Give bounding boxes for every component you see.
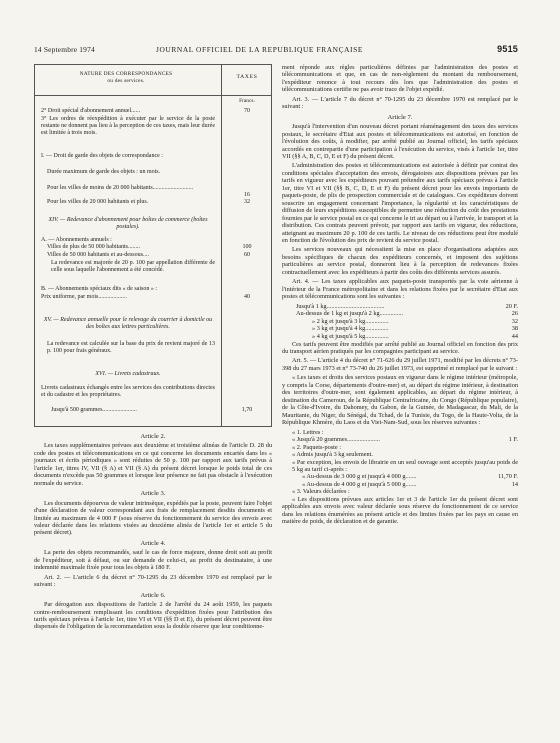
list-item [282,481,518,488]
rate-row [282,303,518,311]
tariff-row: La redevance est calculée sur la base du prix de revient majoré de 13 p. 100 pour frais généraux. [47,341,215,354]
rate-label: » 4 kg et jusqu'à 5 kg............... [312,332,389,340]
tariff-section-title: XVI. — Livrets cadastraux. [95,371,161,377]
article-modification: Art. 4. — Les taxes applicables aux paquets-poste transportés par la voie aérienne à l'intérieur de la France métropolitaine et dans les relations fixées par le secrétaire d'Etat aux postes et télécommunications sont les suivantes : [282,278,518,301]
list-label: « Jusqu'à 20 grammes..................... [292,436,380,443]
article-text: Les documents dépourvus de valeur intrinsèque, expédiés par la poste, peuvent faire l'objet d'une déclaration de valeur correspondant aux frais de remplacement desdits documents et limitée au maximum de 4 000 F (sous réserve du fonctionnement du service des envois avec valeur déclarée dans les relations visées au deuxième alinéa de l'article 1er et article 5 du présent décret). [34,499,272,537]
tariff-row: Villes de 50 000 habitants et au-dessous.... [47,252,149,258]
rate-value: 20 F. [505,302,518,310]
list-item [282,436,518,444]
article-heading: Article 7. [387,113,413,121]
tariff-row: B. — Abonnements spéciaux dits « de saison » : [41,286,157,292]
tariff-row: Pour les villes de moins de 20 000 habitants........................... [47,185,194,191]
article-heading: Article 2. [140,433,166,440]
list-label: « Au-dessus de 3 000 g et jusqu'à 4 000 g....... [302,473,417,481]
page-header [34,44,518,56]
rate-value: 38 [511,325,518,333]
rate-row [282,333,518,341]
list-value: 14 [511,480,518,488]
article-modification: Art. 5. — L'article 4 du décret n° 71-626 du 29 juillet 1971, modifié par les décrets n° 73-398 du 27 mars 1973 et n° 73-740 du 26 juillet 1973, est supprimé et remplacé par le suivant : [282,357,518,372]
header-date: 14 Septembre 1974 [34,45,95,54]
rate-list [282,303,518,341]
article-modification: Art. 2. — L'article 6 du décret n° 70-1295 du 23 décembre 1970 est remplacé par le suivant : [34,573,272,589]
article-text: L'administration des postes et télécommunications est autorisée à définir par contrat des conditions spéciales d'acceptation des envois, dérogatoires aux dispositions prévues par les tarifs en vigueur avec les expéditeurs pouvant prétendre aux tarifs spéciaux prévus à l'article 1er, titre VI et VII (§§ B, C, D, E et F) du présent décret pour les envois importants de paquets-poste, de plis de prospection commerciale et de catalogues. Ces expéditeurs doivent souscrire un engagement concernant l'importance, la régularité et les caractéristiques de diffusion de leurs expéditions susceptibles de permettre une réduction du coût des prestations fournies par le service postal en ce qui concerne le tri au départ ou à l'arrivée, le transport et la distribution. Ces contrats peuvent prévoir, par rapport aux tarifs en vigueur, des réductions, atteignant au maximum 20 p. 100 de ces tarifs. Le niveau de ces réductions peut être modulé en fonction de l'évolution des prix de revient du service postal. [282,162,518,244]
tariff-row: I. — Droit de garde des objets de correspondance : [41,153,163,159]
list-item: « 1. Lettres : [292,428,324,436]
tariff-row: La redevance est majorée de 20 p. 100 par appellation différente de celle sous laquelle l'abonnement a été concédé. [51,260,215,273]
article-text: Les taxes supplémentaires prévues aux deuxième et troisième alinéas de l'article D. 28 du code des postes et télécommunications en ce qui concerne les documents encartés dans les « journaux et écrits périodiques » sont réduites de 50 p. 100 par rapport aux tarifs prévus à l'article 1er, titres IV, VII (§ A) et VII (§ A) du présent décret lorsque le poids total de ces documents n'excède pas 50 grammes et lorsque leur présence ne fait pas obstacle à l'exécution normale du service. [34,442,272,487]
article-text: Jusqu'à l'intervention d'un nouveau décret portant réaménagement des taxes des services postaux, le secrétaire d'Etat aux postes et télécommunications est autorisé, en fonction de l'évolution des coûts, à modifier, par arrêté publié au Journal officiel, les tarifs spéciaux accordés en contrepartie d'une participation à l'exécution du service, visés à l'article 1er, titre VII (§§ A, B, C, D, E et F) du présent décret. [282,123,518,160]
page-number: 9515 [497,44,518,54]
list-item: « Par exception, les envois de librairie en un seul ouvrage sont acceptés jusqu'au poids de 5 kg au tarif ci-après : [292,458,518,473]
tariff-value: 40 [244,294,250,300]
article-text: « Les dispositions prévues aux articles 1er et 3 de l'article 1er du présent décret sont applicables aux envois avec valeur déclarée sous réserve du fonctionnement de ce service dans les relations énumérées au présent article et des limites fixées par les pays en cause en matière de poids, de déclaration et de garantie. [282,495,518,526]
list-item: « 3. Valeurs déclarées : [292,488,350,496]
article-text: « Les taxes et droits des services postaux en vigueur dans le régime intérieur (métropole, y compris la Corse, départements d'outre-mer) et, au départ du régime intérieur, à destination des territoires d'outre-mer, sont également applicables, au départ du régime intérieur, à destination du Cameroun, de la République Centrafricaine, du Congo (République populaire), de la Côte-d'Ivoire, du Dahomey, du Gabon, de la Guinée, de Madagascar, du Mali, de la Mauritanie, du Niger, du Sénégal, du Tchad, de la Tunisie, du Togo, de la Haute-Volta, de la République Khmère, du Laos et du Viet-Nam-Sud, sous les réserves suivantes : [282,374,518,427]
tariff-row: Prix uniforme, par mois................... [41,294,127,300]
tariff-row: Livrets cadastraux échangés entre les services des contributions directes et du cadastre et les propriétaires. [41,385,215,398]
tariff-value: 100 [242,244,252,250]
tariff-value: 32 [244,199,250,205]
rate-row [282,325,518,333]
article-text: ment réponde aux règles particulières définies par l'administration des postes et télécommunications et que, en cas de non-règlement du montant du remboursement, l'expéditeur renonce à tout recours dès lors que l'administration des postes et télécommunications certifie ne pas avoir trace de l'objet expédié. [282,64,518,94]
list-item [282,473,518,480]
tariff-row: Pour les villes de 20 000 habitants et plus. [47,199,149,205]
rate-row [282,310,518,318]
header-taxes: TAXES [236,74,258,80]
article-text: Ces tarifs peuvent être modifiés par arrêté publié au Journal officiel en fonction des prix du transport aérien pratiqués par les compagnies participant au service. [282,340,518,356]
article-heading: Article 6. [140,591,166,599]
tariff-row: 2° Droit spécial d'abonnement annuel...... [41,108,141,114]
rate-label: Au-dessus de 1 kg et jusqu'à 2 kg............... [296,310,404,318]
reserves-list [282,429,518,496]
tariff-row: Durée maximum de garde des objets : un mois. [47,169,161,175]
article-text: Les services nouveaux qui nécessitent la mise en place d'organisations adaptées aux besoins spécifiques de chacun des expéditeurs concernés, et imposent des sujétions particulières au service postal, donneront lieu à la perception de redevances fixées contractuellement avec les expéditeurs à partir des coûts des différents services assurés. [282,246,518,276]
rate-row [282,318,518,326]
tariff-value: 16 [244,192,250,198]
right-column [282,64,518,528]
tariff-row: Villes de plus de 50 000 habitants........ [47,244,140,250]
list-value: 1 F. [508,436,518,443]
tariff-row: 3° Les ordres de réexpédition à exécuter par le service de la poste restante ne donnent pas lieu à la perception de ces taxes, mais leur durée est limitée à trois mois. [41,116,215,136]
list-item: « Admis jusqu'à 3 kg seulement. [292,451,373,459]
journal-title: JOURNAL OFFICIEL DE LA REPUBLIQUE FRANÇAISE [156,45,363,54]
article-modification: Art. 3. — L'article 7 du décret n° 70-1295 du 23 décembre 1970 est remplacé par le suivant : [282,95,518,111]
list-label: « Au-dessus de 4 000 g et jusqu'à 5 000 g....... [302,480,417,488]
tariff-value: 1,70 [241,407,253,413]
article-text: Par dérogation aux dispositions de l'article 2 de l'arrêté du 24 août 1959, les paquets contre-remboursement remplissant les conditions d'expédition fixées pour l'attribution des tarifs spéciaux prévus à l'article 1er, titre VI et VII (§§ D et E), du présent décret peuvent être dispensés de l'obligation de la recommandation sous la double réserve que leur conditionne- [34,601,272,631]
rate-label: » 2 kg et jusqu'à 3 kg............... [312,317,389,325]
rate-label: » 3 kg et jusqu'à 4 kg............... [312,325,389,333]
rate-value: 32 [511,317,518,325]
left-column [34,64,272,633]
rate-label: Jusqu'à 1 kg..................................... [296,302,385,310]
rate-value: 26 [511,310,518,318]
tariff-section-title: XV. — Redevance annuelle pour le relevage du courrier à domicile ou des boîtes aux lettres particulières. [43,317,213,330]
list-item: « 2. Paquets-poste : [292,443,341,451]
tariff-table [34,64,272,427]
tariff-value: 70 [244,108,250,114]
tariff-row: Jusqu'à 500 grammes....................... [51,407,137,413]
header-nature: NATURE DES CORRESPONDANCES ou des services. [79,71,173,84]
article-heading: Article 4. [140,539,166,547]
unit-francs: Francs. [239,98,255,104]
article-text: La perte des objets recommandés, sauf le cas de force majeure, donne droit soit au profit de l'expéditeur, soit à défaut, ou sur demande de celui-ci, au profit du destinataire, à une indemnité maximale fixée pour tous les objets à 180 F. [34,549,272,572]
article-heading: Article 3. [140,490,166,498]
rate-value: 44 [511,332,518,340]
list-value: 11,70 F. [498,473,518,481]
tariff-value: 60 [244,252,250,258]
tariff-row: A. — Abonnements annuels : [41,237,112,243]
tariff-section-title: XIV. — Redevance d'abonnement pour boîtes de commerce (boîtes postales). [48,217,208,230]
